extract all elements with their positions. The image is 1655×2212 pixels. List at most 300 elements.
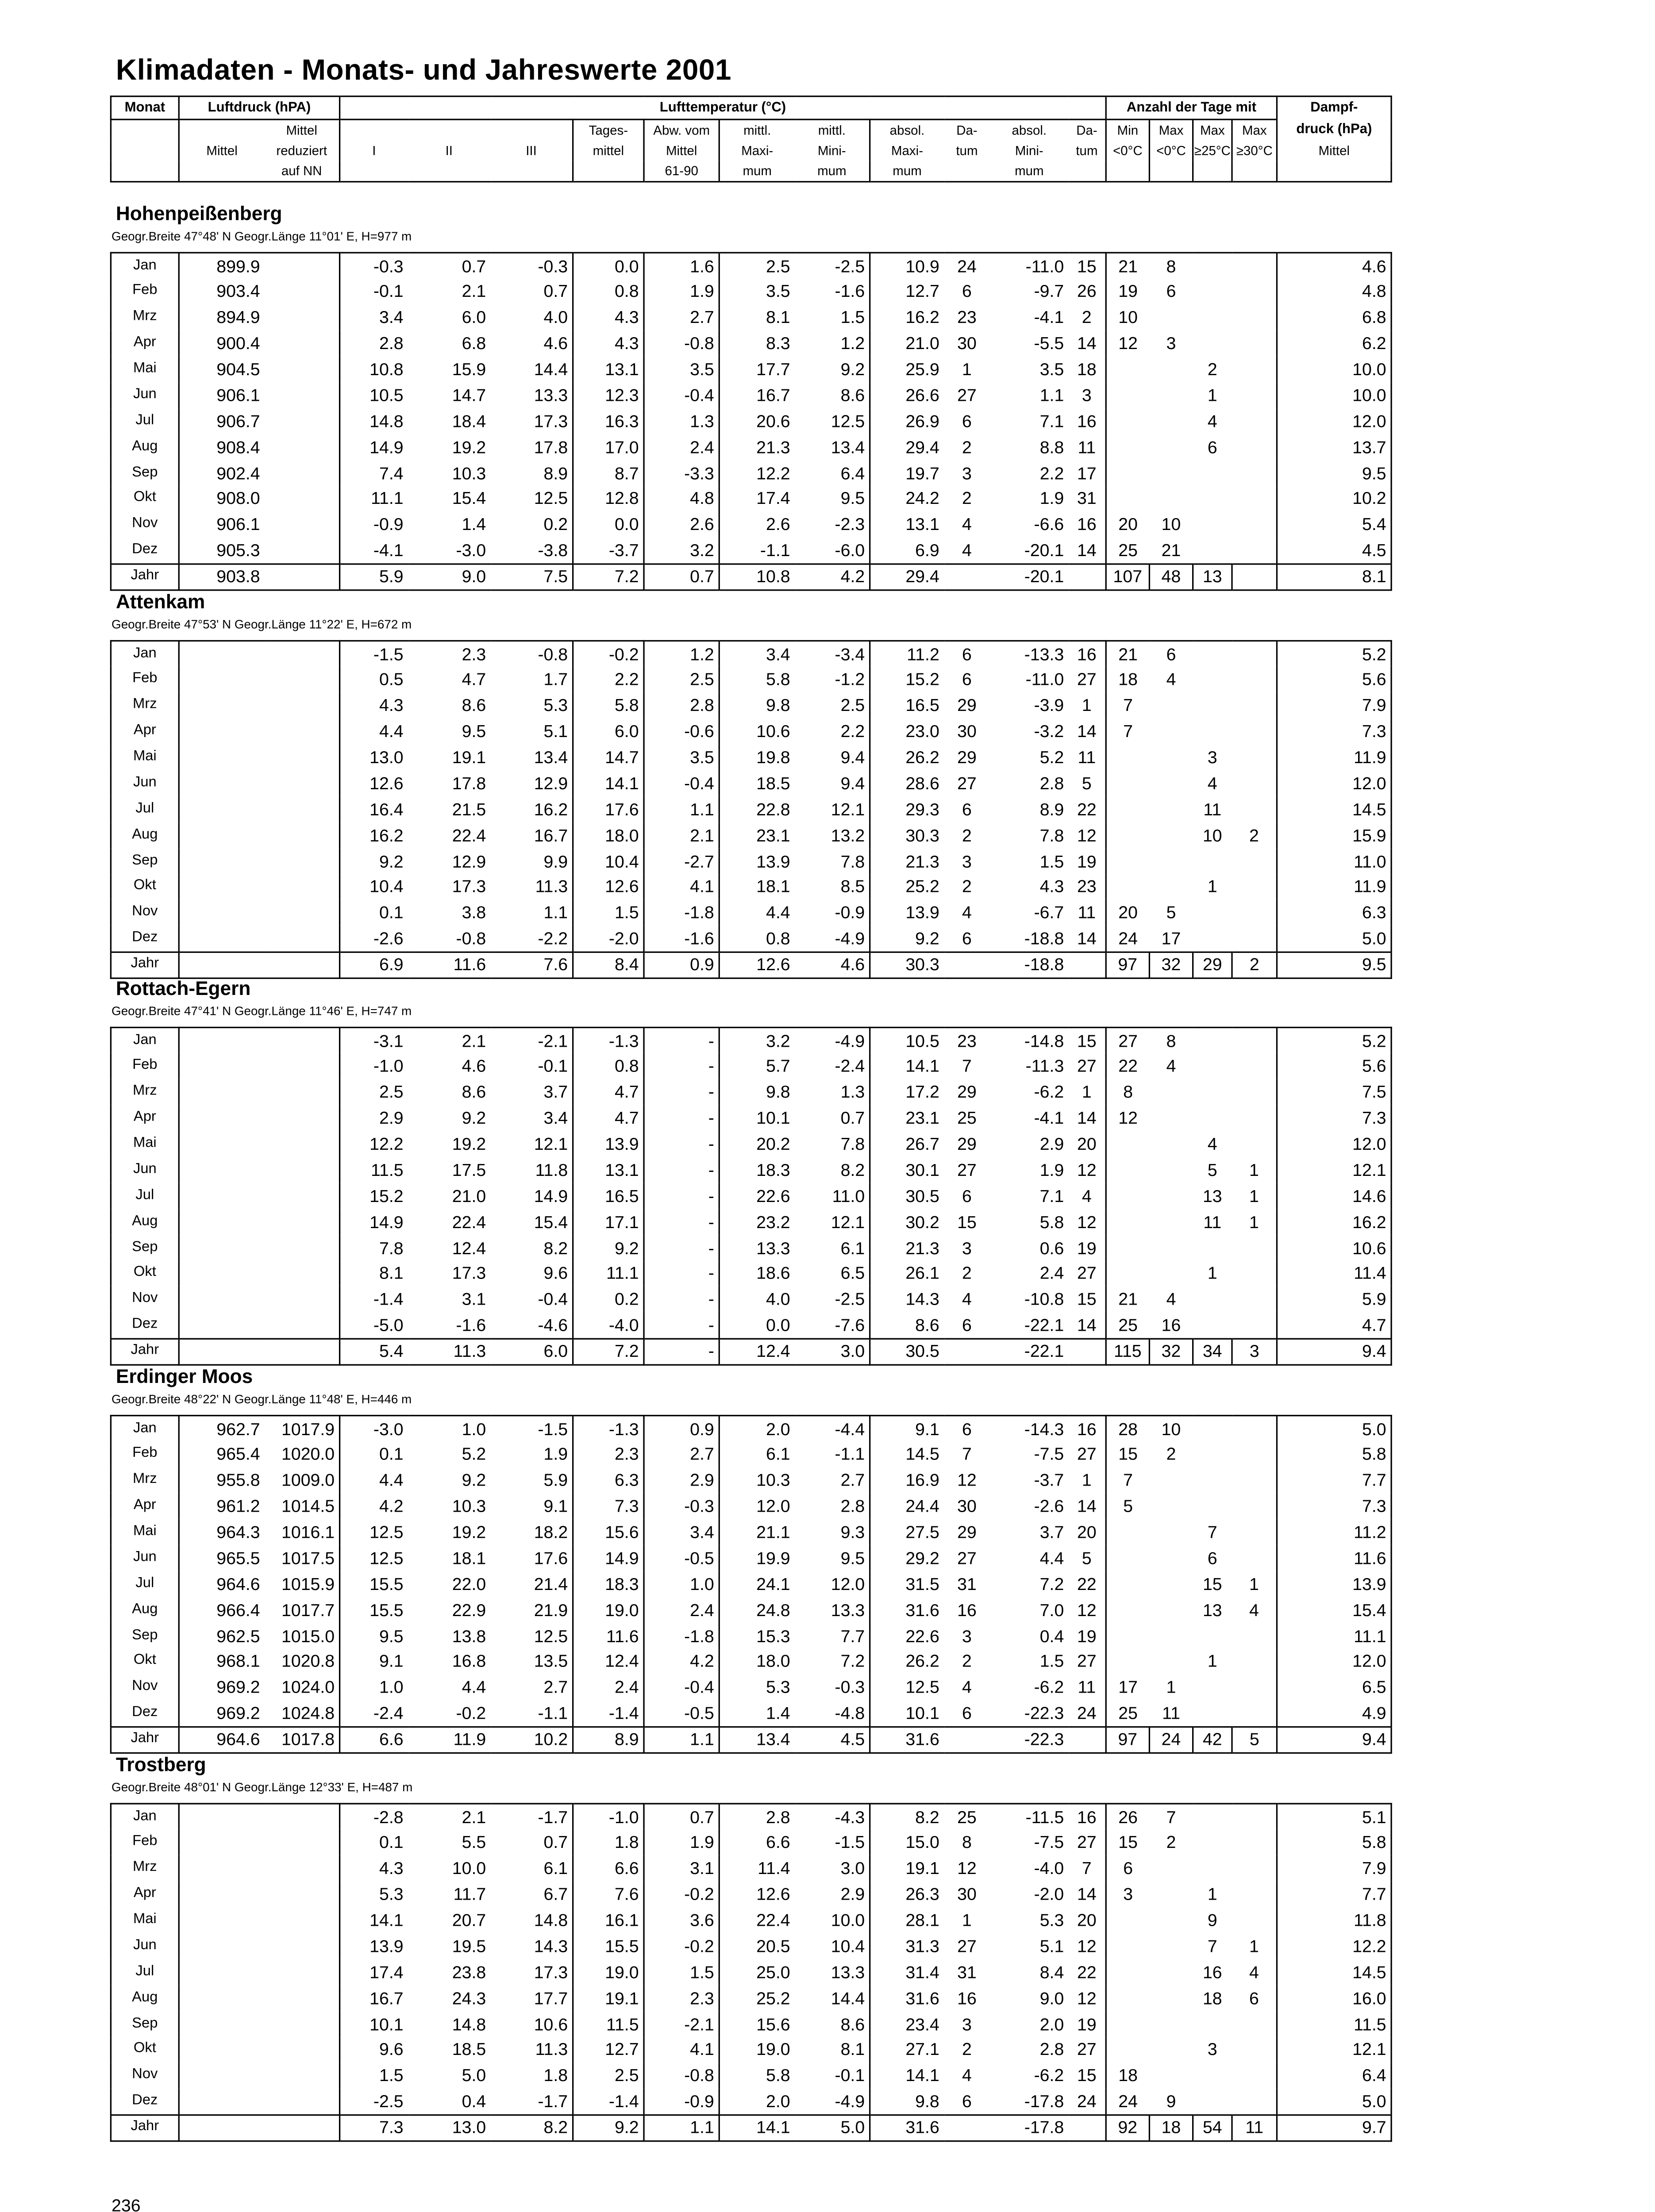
data-cell: 12.6 xyxy=(573,874,644,900)
data-cell: 15.2 xyxy=(340,1183,408,1209)
data-cell: 7.8 xyxy=(1039,825,1064,845)
data-cell: 12.4 xyxy=(452,1237,486,1258)
data-cell xyxy=(179,1313,264,1339)
data-cell: 16.9 xyxy=(870,1467,944,1494)
data-cell: 8.6 xyxy=(462,1082,486,1102)
data-cell: -0.9 xyxy=(794,900,870,926)
data-cell: 18.6 xyxy=(719,1261,794,1287)
data-cell: 8 xyxy=(1149,253,1193,279)
data-cell: 11 xyxy=(1068,434,1106,460)
data-cell: -1.1 xyxy=(794,1441,870,1467)
month-label: Nov xyxy=(111,900,179,926)
data-cell xyxy=(1149,1623,1193,1649)
data-cell xyxy=(1232,1623,1277,1649)
data-cell: -0.6 xyxy=(644,718,719,745)
data-cell: 12 xyxy=(1068,1157,1106,1183)
data-cell: 4 xyxy=(1068,1183,1106,1209)
data-cell xyxy=(1106,796,1149,822)
data-cell xyxy=(1193,1416,1232,1442)
data-cell: - xyxy=(644,1131,719,1157)
data-cell xyxy=(1193,279,1232,305)
data-cell: 2.0 xyxy=(719,2089,794,2115)
data-cell: 12.4 xyxy=(573,1649,644,1675)
data-cell: 18.3 xyxy=(573,1571,644,1597)
data-cell: 2.5 xyxy=(340,1079,408,1106)
station-name: Hohenpeißenberg xyxy=(115,203,282,225)
data-cell: 3 xyxy=(1232,1338,1277,1364)
data-cell: 48 xyxy=(1149,564,1193,590)
data-cell: 11.2 xyxy=(870,641,944,667)
table-row xyxy=(111,1855,1391,1882)
data-cell: 13.3 xyxy=(794,1597,870,1623)
data-cell: -0.3 xyxy=(490,253,573,279)
data-cell: 9.6 xyxy=(543,1263,568,1284)
data-cell: 903.4 xyxy=(179,279,264,305)
data-cell: -2.0 xyxy=(1034,1884,1064,1905)
data-cell: 21.9 xyxy=(534,1600,568,1620)
data-cell xyxy=(1232,848,1277,874)
data-cell: 8.2 xyxy=(794,1157,870,1183)
data-cell: 9.5 xyxy=(794,486,870,512)
data-cell: 12.4 xyxy=(719,1338,794,1364)
data-cell: 1.9 xyxy=(543,1444,568,1465)
data-cell: 4 xyxy=(962,902,972,923)
year-total-row xyxy=(111,1338,1391,1364)
data-cell: 14.5 xyxy=(870,1441,944,1467)
data-cell: 3.4 xyxy=(644,1519,719,1545)
data-cell xyxy=(264,486,339,512)
data-cell: 16 xyxy=(1068,1416,1106,1442)
data-cell: 13.0 xyxy=(340,745,408,771)
table-row xyxy=(111,1416,1391,1442)
data-cell: 29 xyxy=(957,747,977,768)
data-cell: 20 xyxy=(1068,1519,1106,1545)
data-cell: 12.7 xyxy=(573,2037,644,2063)
table-row xyxy=(111,718,1391,745)
data-cell: 0.4 xyxy=(462,2091,486,2112)
data-cell: -4.3 xyxy=(794,1804,870,1830)
data-cell: 906.1 xyxy=(179,512,264,538)
data-cell: 894.9 xyxy=(179,304,264,330)
data-cell xyxy=(1106,1157,1149,1183)
data-cell: 9.2 xyxy=(573,1235,644,1261)
data-cell xyxy=(264,2089,339,2115)
data-cell: 22 xyxy=(1068,1959,1106,1985)
data-cell: 1.6 xyxy=(644,253,719,279)
month-label: Sep xyxy=(111,2011,179,2037)
data-cell: 4.4 xyxy=(462,1677,486,1698)
data-cell: 7 xyxy=(1106,693,1149,719)
data-cell xyxy=(1232,1830,1277,1856)
data-cell: 14.1 xyxy=(870,2063,944,2089)
data-cell xyxy=(1106,434,1149,460)
data-cell: 25.2 xyxy=(870,874,944,900)
table-row xyxy=(111,382,1391,408)
data-cell: 14.9 xyxy=(573,1545,644,1571)
data-cell: 2.9 xyxy=(644,1467,719,1494)
data-cell xyxy=(1149,718,1193,745)
data-cell: -0.1 xyxy=(794,2063,870,2089)
data-cell: 969.2 xyxy=(179,1701,264,1727)
data-cell xyxy=(179,1027,264,1053)
data-cell: 5.5 xyxy=(462,1832,486,1853)
data-cell: 22 xyxy=(1068,796,1106,822)
data-cell: 12 xyxy=(957,1470,977,1491)
data-cell: 10.2 xyxy=(1277,486,1392,512)
data-cell xyxy=(1149,1235,1193,1261)
data-cell: 3.7 xyxy=(543,1082,568,1102)
data-cell: 9.1 xyxy=(543,1496,568,1517)
data-cell: 31.4 xyxy=(870,1959,944,1985)
data-cell: 6.1 xyxy=(794,1235,870,1261)
month-label: Aug xyxy=(111,1209,179,1235)
data-cell: 4 xyxy=(962,1677,972,1698)
data-cell: -22.1 xyxy=(990,1338,1068,1364)
data-cell: 3 xyxy=(962,1237,972,1258)
data-cell xyxy=(1149,1985,1193,2011)
table-row xyxy=(111,693,1391,719)
data-cell: 29.3 xyxy=(870,796,944,822)
header-mittl-max-3: mum xyxy=(719,160,794,182)
data-cell: 1.0 xyxy=(340,1674,408,1701)
data-cell: 5.0 xyxy=(1277,2089,1392,2115)
data-cell xyxy=(264,1157,339,1183)
data-cell: 1016.1 xyxy=(264,1519,339,1545)
data-cell: 9.8 xyxy=(719,693,794,719)
data-cell: 3.6 xyxy=(644,1907,719,1933)
data-cell: 0.1 xyxy=(340,1441,408,1467)
data-cell: 7.5 xyxy=(1277,1079,1392,1106)
data-cell: -1.4 xyxy=(573,1701,644,1727)
data-cell: 7.9 xyxy=(1277,693,1392,719)
data-cell: 4 xyxy=(1207,773,1217,794)
data-cell: 2 xyxy=(1249,825,1259,845)
data-cell: 7 xyxy=(962,1444,972,1465)
data-cell: 4.8 xyxy=(644,486,719,512)
data-cell xyxy=(1232,2011,1277,2037)
data-cell: 22.4 xyxy=(452,1211,486,1232)
data-cell xyxy=(1232,874,1277,900)
data-cell xyxy=(1193,1441,1232,1467)
data-cell: 4.3 xyxy=(573,304,644,330)
data-cell: 26.2 xyxy=(870,1649,944,1675)
data-cell: 6 xyxy=(944,641,990,667)
table-row xyxy=(111,2089,1391,2115)
data-cell: 9.3 xyxy=(794,1519,870,1545)
data-cell xyxy=(1232,253,1277,279)
data-cell xyxy=(264,564,339,590)
data-cell: 1 xyxy=(1068,1079,1106,1106)
data-cell xyxy=(1193,1467,1232,1494)
data-cell: -0.4 xyxy=(538,1289,568,1310)
data-cell: 903.8 xyxy=(179,564,264,590)
data-cell xyxy=(1149,1545,1193,1571)
data-cell: 11.3 xyxy=(408,1338,490,1364)
data-cell: 8.6 xyxy=(794,2011,870,2037)
data-cell: 19 xyxy=(1068,1235,1106,1261)
data-cell: 8.9 xyxy=(573,1727,644,1753)
data-cell: 21.4 xyxy=(534,1574,568,1594)
data-cell: 10.5 xyxy=(340,382,408,408)
data-cell: 1.9 xyxy=(644,279,719,305)
data-cell: 18.1 xyxy=(452,1548,486,1568)
table-row xyxy=(111,1157,1391,1183)
data-cell xyxy=(1149,1079,1193,1106)
data-cell: 10.8 xyxy=(719,564,794,590)
data-cell: 1.1 xyxy=(543,902,568,923)
data-cell: 1 xyxy=(1166,1677,1176,1698)
data-cell: 7.3 xyxy=(1277,1105,1392,1131)
data-cell: 3.8 xyxy=(462,902,486,923)
data-cell: 14 xyxy=(1068,1493,1106,1519)
data-cell: 6.6 xyxy=(340,1727,408,1753)
data-cell: 6.6 xyxy=(719,1830,794,1856)
data-cell xyxy=(1193,1701,1232,1727)
data-cell xyxy=(1193,512,1232,538)
data-cell: 0.1 xyxy=(340,1830,408,1856)
data-cell xyxy=(1232,1027,1277,1053)
data-cell xyxy=(179,718,264,745)
data-cell: 29 xyxy=(1193,952,1232,978)
data-cell: 6 xyxy=(962,1315,972,1336)
page-number: 236 xyxy=(112,2195,141,2212)
data-cell xyxy=(264,641,339,667)
data-cell xyxy=(1106,356,1149,382)
table-row xyxy=(111,667,1391,693)
data-cell: -3.4 xyxy=(794,641,870,667)
data-cell: 19.2 xyxy=(452,1522,486,1543)
data-cell: 5.2 xyxy=(1277,1027,1392,1053)
data-cell xyxy=(179,1338,264,1364)
data-cell: 12.2 xyxy=(1277,1933,1392,1959)
data-cell: - xyxy=(644,1261,719,1287)
table-row xyxy=(111,1571,1391,1597)
data-cell: 15.4 xyxy=(1277,1597,1392,1623)
data-cell: 5.1 xyxy=(543,721,568,742)
data-cell: 3 xyxy=(1068,382,1106,408)
data-cell xyxy=(1232,1545,1277,1571)
data-cell: 6 xyxy=(962,1703,972,1724)
data-cell: 42 xyxy=(1193,1727,1232,1753)
data-cell: 4.2 xyxy=(340,1493,408,1519)
data-cell: 10.6 xyxy=(719,718,794,745)
data-cell: -0.4 xyxy=(644,770,719,796)
data-cell: 2.8 xyxy=(644,693,719,719)
data-cell: 4.3 xyxy=(340,1855,408,1882)
table-row xyxy=(111,1674,1391,1701)
data-cell xyxy=(1106,1183,1149,1209)
data-cell xyxy=(1232,1261,1277,1287)
data-cell: 31.6 xyxy=(870,1727,944,1753)
data-cell xyxy=(1232,926,1277,952)
data-cell: 18 xyxy=(1106,2063,1149,2089)
month-label: Jul xyxy=(111,1959,179,1985)
data-cell xyxy=(1193,1235,1232,1261)
month-label: Mai xyxy=(111,1519,179,1545)
header-absmax-2: Maxi- xyxy=(870,140,944,160)
data-cell: 23.0 xyxy=(870,718,944,745)
data-cell: 19.0 xyxy=(573,1597,644,1623)
data-cell: 16 xyxy=(1161,1315,1181,1336)
data-cell: 1 xyxy=(962,1910,972,1931)
data-cell xyxy=(1106,1985,1149,2011)
data-cell: -3.2 xyxy=(1034,721,1064,742)
data-cell: 28.6 xyxy=(870,770,944,796)
data-cell: 9 xyxy=(1166,2091,1176,2112)
data-cell: 7.1 xyxy=(1039,1186,1064,1206)
data-cell: -11.0 xyxy=(1025,669,1064,690)
data-cell: 29 xyxy=(957,1134,977,1154)
data-cell: 0.0 xyxy=(719,1313,794,1339)
data-cell: 5.3 xyxy=(340,1882,408,1908)
data-cell: 17 xyxy=(1068,460,1106,486)
table-row xyxy=(111,460,1391,486)
table-row xyxy=(111,745,1391,771)
header-max-lt0-2: <0°C xyxy=(1150,140,1193,160)
table-row xyxy=(111,1105,1391,1131)
data-cell xyxy=(264,434,339,460)
data-cell: 27.1 xyxy=(870,2037,944,2063)
data-cell: 8.2 xyxy=(490,2115,573,2141)
data-cell: -1.7 xyxy=(538,2091,568,2112)
data-cell: 4.7 xyxy=(573,1079,644,1106)
data-cell xyxy=(1068,1338,1106,1364)
data-cell: 12.1 xyxy=(1277,1157,1392,1183)
month-label: Dez xyxy=(111,1313,179,1339)
data-cell: 8.2 xyxy=(543,1237,568,1258)
data-cell: -0.1 xyxy=(538,1056,568,1077)
data-cell: 6.0 xyxy=(462,307,486,328)
table-row xyxy=(111,848,1391,874)
header-absmin-1: absol. xyxy=(1012,123,1047,138)
data-cell: 7 xyxy=(962,1056,972,1077)
data-cell: -2.7 xyxy=(644,848,719,874)
data-cell: 9.4 xyxy=(1277,1338,1392,1364)
data-cell: 29.2 xyxy=(870,1545,944,1571)
data-cell: 2.2 xyxy=(573,667,644,693)
data-cell: 2 xyxy=(1166,1444,1176,1465)
month-label: Dez xyxy=(111,2089,179,2115)
table-row xyxy=(111,1183,1391,1209)
data-cell: 27 xyxy=(1068,1441,1106,1467)
data-cell: 12.0 xyxy=(1277,770,1392,796)
data-cell xyxy=(264,538,339,564)
data-cell: 15.6 xyxy=(719,2011,794,2037)
data-cell: 6.3 xyxy=(1277,900,1392,926)
data-cell: 6 xyxy=(1106,1855,1149,1882)
data-cell xyxy=(944,1338,990,1364)
data-cell: 24.1 xyxy=(719,1571,794,1597)
data-cell: 2.4 xyxy=(1039,1263,1064,1284)
data-cell: 4 xyxy=(1166,669,1176,690)
data-cell: 18 xyxy=(1106,667,1149,693)
table-row xyxy=(111,1907,1391,1933)
data-cell: 3.5 xyxy=(644,745,719,771)
data-cell: 1017.9 xyxy=(264,1416,339,1442)
data-cell: 3.5 xyxy=(1039,359,1064,380)
data-cell: -2.4 xyxy=(340,1701,408,1727)
data-cell: -0.3 xyxy=(340,253,408,279)
data-cell: 908.0 xyxy=(179,486,264,512)
data-cell: 8.2 xyxy=(870,1804,944,1830)
data-cell xyxy=(1193,486,1232,512)
data-cell: -1.1 xyxy=(538,1703,568,1724)
data-cell: 0.9 xyxy=(644,1416,719,1442)
data-cell: 15.9 xyxy=(1277,822,1392,848)
data-cell: 905.3 xyxy=(179,538,264,564)
data-cell: 2.5 xyxy=(794,693,870,719)
data-cell: 24.4 xyxy=(870,1493,944,1519)
data-cell: 13.3 xyxy=(719,1235,794,1261)
data-cell: 9.2 xyxy=(462,1470,486,1491)
data-cell: 11 xyxy=(1203,1211,1222,1232)
data-cell xyxy=(1232,434,1277,460)
header-abw-1: Abw. vom xyxy=(644,119,719,140)
data-cell: -1.6 xyxy=(644,926,719,952)
data-cell: 12.5 xyxy=(534,488,568,509)
table-row xyxy=(111,1313,1391,1339)
table-row xyxy=(111,1830,1391,1856)
data-cell: 12 xyxy=(1068,1985,1106,2011)
data-cell: 8.6 xyxy=(794,382,870,408)
data-cell: 11.8 xyxy=(535,1160,568,1180)
data-cell: 16.7 xyxy=(534,825,568,845)
data-cell: 7.2 xyxy=(1039,1574,1064,1594)
data-cell: 12.5 xyxy=(534,1625,568,1646)
data-cell: 8.1 xyxy=(340,1261,408,1287)
data-cell: 1.2 xyxy=(794,330,870,357)
header-dampf-mittel: Mittel xyxy=(1277,140,1392,160)
data-cell: 4.0 xyxy=(543,307,568,328)
table-row xyxy=(111,1261,1391,1287)
data-cell: 2.3 xyxy=(408,641,490,667)
data-cell: 12 xyxy=(1068,1597,1106,1623)
month-label: Apr xyxy=(111,1105,179,1131)
data-cell: -0.9 xyxy=(340,512,408,538)
data-cell xyxy=(1232,1105,1277,1131)
data-cell: 1.1 xyxy=(644,1727,719,1753)
data-cell xyxy=(264,2011,339,2037)
data-cell: 0.8 xyxy=(573,279,644,305)
data-cell: 11.0 xyxy=(794,1183,870,1209)
month-label: Dez xyxy=(111,538,179,564)
data-cell xyxy=(1232,693,1277,719)
data-cell: 17.3 xyxy=(452,1263,486,1284)
data-cell: 17.4 xyxy=(340,1959,408,1985)
data-cell: 12.1 xyxy=(794,1209,870,1235)
data-cell xyxy=(1232,1131,1277,1157)
data-cell: 13.4 xyxy=(719,1727,794,1753)
data-cell: 17.8 xyxy=(452,773,486,794)
data-cell: 29 xyxy=(957,695,977,716)
table-row xyxy=(111,1467,1391,1494)
month-label: Mai xyxy=(111,356,179,382)
data-cell: -1.0 xyxy=(573,1804,644,1830)
data-cell xyxy=(179,1882,264,1908)
data-cell: 13.1 xyxy=(870,512,944,538)
data-cell: 16 xyxy=(1068,408,1106,434)
data-cell xyxy=(1149,356,1193,382)
data-cell: - xyxy=(644,1338,719,1364)
data-cell xyxy=(1232,512,1277,538)
station-geo-info: Geogr.Breite 48°01' N Geogr.Länge 12°33' E, H=487 m xyxy=(112,1780,413,1794)
data-cell: 1.4 xyxy=(462,515,486,535)
data-cell: 11.1 xyxy=(1277,1623,1392,1649)
data-cell: 1015.9 xyxy=(264,1571,339,1597)
table-row xyxy=(111,1545,1391,1571)
data-cell xyxy=(1193,1623,1232,1649)
data-cell: 15.6 xyxy=(573,1519,644,1545)
